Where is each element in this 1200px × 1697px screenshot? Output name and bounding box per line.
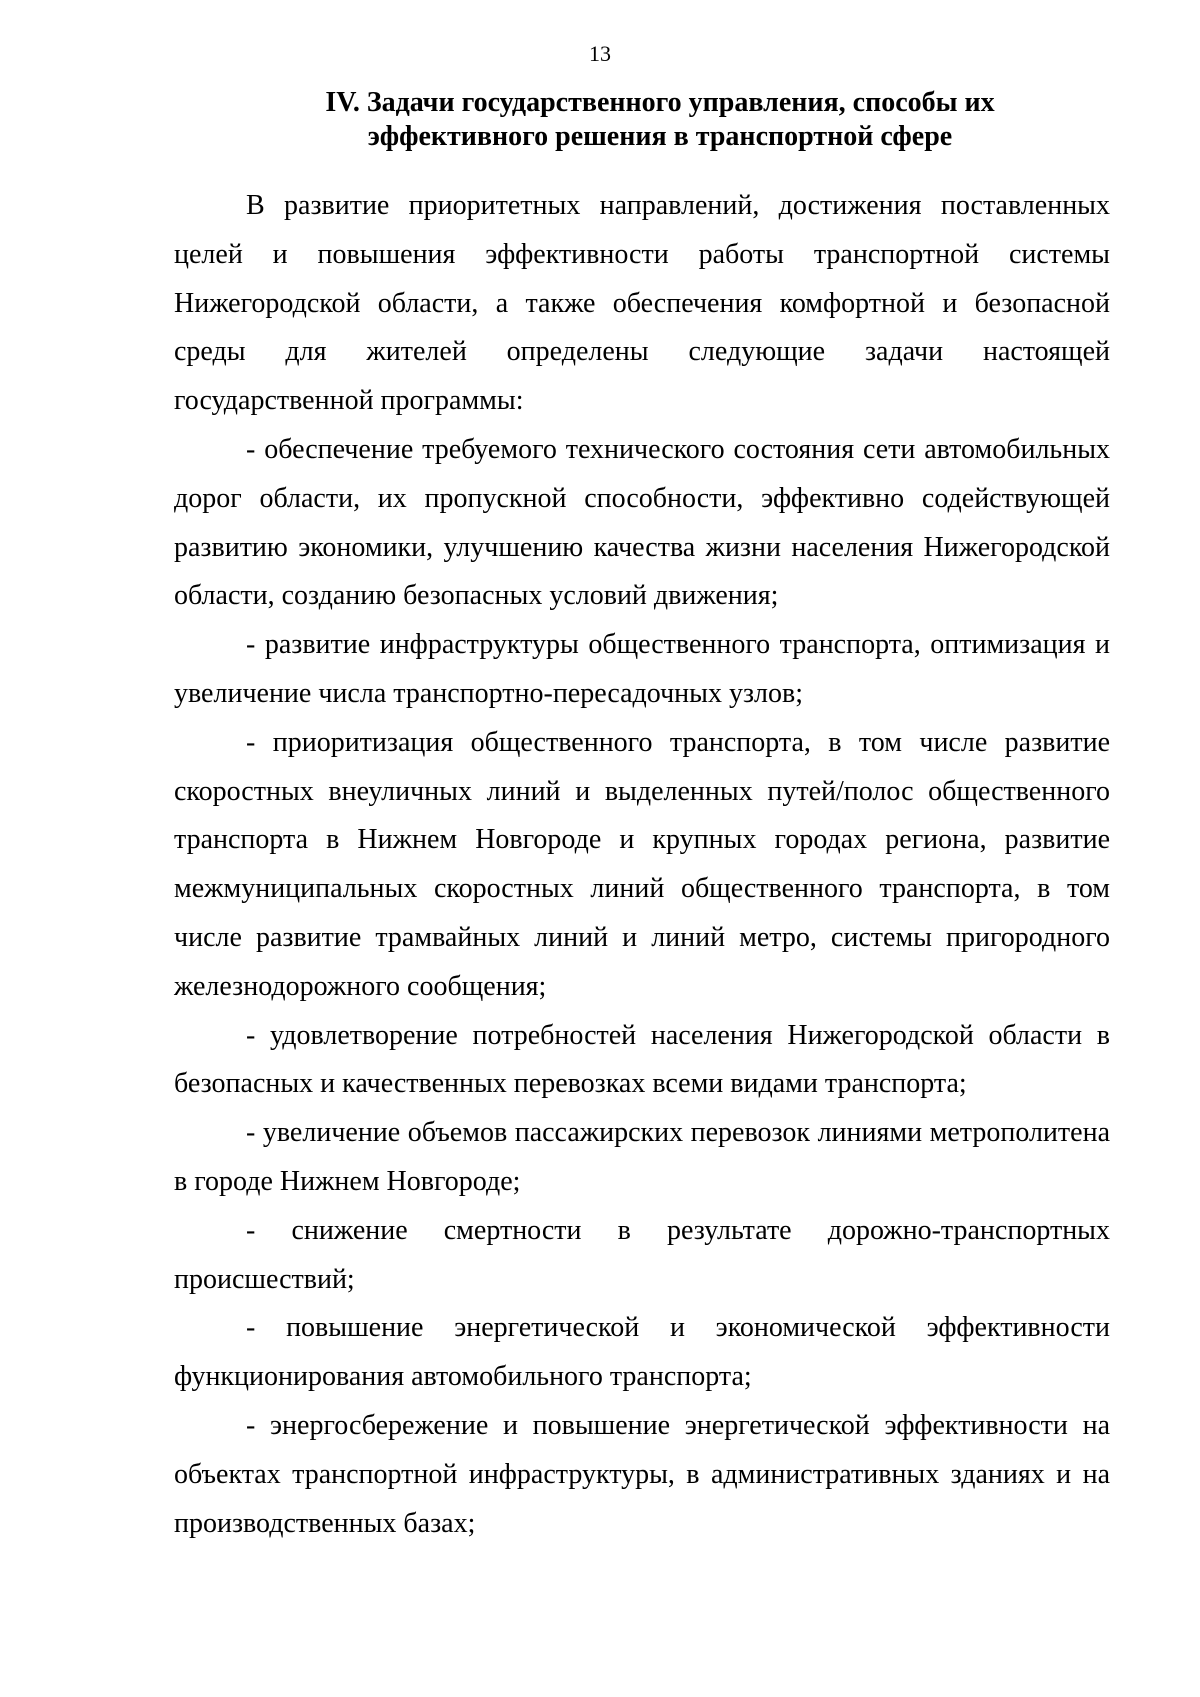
intro-paragraph: В развитие приоритетных направлений, достижения поставленных целей и повышения эффективности работы транспортной системы Нижегородской области, а также обеспечения комфортной и безопасной среды для жителей определены следующие задачи настоящей государственной программы:: [174, 190, 1110, 417]
section-heading-line-2: эффективного решения в транспортной сфере: [367, 121, 953, 152]
list-item-metro-volume: - увеличение объемов пассажирских перевозок линиями метрополитена в городе Нижнем Новгороде;: [174, 1117, 1110, 1197]
section-heading: [300, 86, 1020, 154]
section-heading-line-1: IV. Задачи государственного управления, способы их: [325, 87, 995, 118]
list-item-road-mortality: - снижение смертности в результате дорожно-транспортных происшествий;: [174, 1214, 1110, 1295]
list-item-transport-needs: - удовлетворение потребностей населения Нижегородской области в безопасных и качественных перевозках всеми видами транспорта;: [174, 1019, 1110, 1100]
list-item-road-network: - обеспечение требуемого технического состояния сети автомобильных дорог области, их пропускной способности, эффективно содействующей развитию экономики, улучшению качества жизни населения Нижегородской области, созданию безопасных условий движения;: [174, 433, 1110, 612]
body-text: [174, 182, 1110, 1548]
list-item-motor-transport-efficiency: - повышение энергетической и экономической эффективности функционирования автомобильного транспорта;: [174, 1312, 1110, 1393]
list-item-energy-saving: - энергосбережение и повышение энергетической эффективности на объектах транспортной инфраструктуры, в административных зданиях и на производственных базах;: [174, 1409, 1110, 1539]
list-item-transport-infrastructure: - развитие инфраструктуры общественного транспорта, оптимизация и увеличение числа транспортно-пересадочных узлов;: [174, 629, 1110, 709]
page-number: 13: [589, 41, 611, 66]
list-item-public-transport-priority: - приоритизация общественного транспорта, в том числе развитие скоростных внеуличных линий и выделенных путей/полос общественного транспорта в Нижнем Новгороде и крупных городах региона, развитие межмуниципальных скоростных линий общественного транспорта, в том числе развитие трамвайных линий и линий метро, системы пригородного железнодорожного сообщения;: [174, 726, 1110, 1002]
